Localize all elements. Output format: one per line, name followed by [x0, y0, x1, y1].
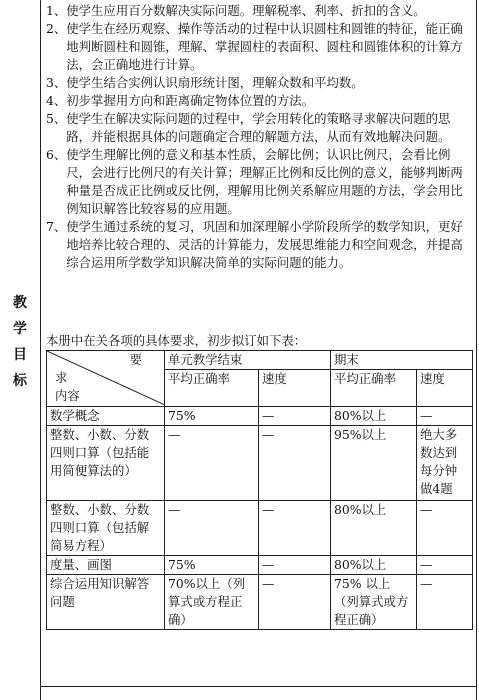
objective-item	[46, 92, 472, 110]
column-divider	[40, 0, 41, 700]
cell-final-accuracy: 95%以上	[331, 426, 417, 501]
group-header-unit: 单元教学结束	[165, 351, 331, 370]
table-row	[47, 556, 473, 575]
side-char: 学	[13, 321, 27, 337]
objective-number: 4、	[46, 93, 67, 108]
side-char: 目	[13, 347, 27, 363]
subheader-speed: 速度	[417, 370, 473, 407]
cell-unit-speed: —	[259, 556, 331, 575]
objective-item	[46, 110, 472, 146]
cell-content: 综合运用知识解答问题	[47, 575, 165, 630]
objective-item	[46, 2, 472, 20]
cell-unit-accuracy: 70%以上（列算式或方程正确）	[165, 575, 259, 630]
subheader-accuracy: 平均正确率	[165, 370, 259, 407]
requirements-table	[46, 350, 473, 630]
objective-number: 7、	[46, 219, 67, 234]
objective-text: 使学生应用百分数解决实际问题。理解税率、利率、折扣的含义。	[66, 3, 426, 18]
cell-unit-speed: —	[259, 501, 331, 556]
objective-number: 1、	[46, 3, 67, 18]
cell-unit-accuracy: 75%	[165, 556, 259, 575]
objective-item	[46, 146, 472, 218]
table-intro: 本册中在关各项的具体要求，初步拟订如下表：	[46, 333, 307, 348]
table-row	[47, 575, 473, 630]
table-row	[47, 501, 473, 556]
corner-label-mid: 求	[55, 370, 68, 385]
cell-final-speed: —	[417, 556, 473, 575]
side-char: 教	[13, 295, 27, 311]
cell-unit-speed: —	[259, 575, 331, 630]
objective-number: 2、	[46, 21, 67, 36]
cell-content: 整数、小数、分数四则口算（包括解简易方程）	[47, 501, 165, 556]
cell-unit-speed: —	[259, 407, 331, 426]
cell-final-accuracy: 80%以上	[331, 501, 417, 556]
objective-text: 使学生理解比例的意义和基本性质，会解比例；认识比例尺，会看比例尺，会进行比例尺的有关计算；理解正比例和反比例的意义，能够判断两种量是否成正比例或反比例，理解用比例关系解应用题的方法，学会用比例知识解答比较容易的应用题。	[66, 147, 463, 216]
cell-content: 数学概念	[47, 407, 165, 426]
objective-text: 使学生在解决实际问题的过程中，学会用转化的策略寻求解决问题的思路，并能根据具体的问题确定合理的解题方法，从而有效地解决问题。	[66, 111, 451, 144]
objectives-list	[46, 2, 472, 272]
cell-unit-accuracy: —	[165, 501, 259, 556]
table-row	[47, 426, 473, 501]
table-header-row	[47, 351, 473, 370]
table-row	[47, 407, 473, 426]
objective-text: 使学生通过系统的复习，巩固和加深理解小学阶段所学的数学知识，更好地培养比较合理的、灵活的计算能力，发展思维能力和空间观念，并提高综合运用所学数学知识解决简单的实际问题的能力。	[66, 219, 463, 270]
objective-item	[46, 74, 472, 92]
right-border	[476, 0, 477, 700]
cell-unit-accuracy: 75%	[165, 407, 259, 426]
group-header-final: 期末	[331, 351, 473, 370]
cell-final-speed: —	[417, 407, 473, 426]
objective-number: 3、	[46, 75, 67, 90]
objective-text: 初步掌握用方向和距离确定物体位置的方法。	[66, 93, 315, 108]
corner-label-top: 要	[129, 352, 142, 367]
cell-final-speed: —	[417, 575, 473, 630]
cell-content: 度量、画图	[47, 556, 165, 575]
subheader-accuracy: 平均正确率	[331, 370, 417, 407]
objective-text: 使学生结合实例认识扇形统计图，理解众数和平均数。	[66, 75, 364, 90]
cell-final-accuracy: 80%以上	[331, 407, 417, 426]
corner-header-cell	[47, 351, 165, 407]
side-char: 标	[13, 373, 27, 389]
cell-final-speed: —	[417, 501, 473, 556]
cell-unit-speed: —	[259, 426, 331, 501]
cell-final-accuracy: 80%以上	[331, 556, 417, 575]
subheader-speed: 速度	[259, 370, 331, 407]
objective-text: 使学生在经历观察、操作等活动的过程中认识圆柱和圆锥的特征，能正确地判断圆柱和圆锥，理解、掌握圆柱的表面积、圆柱和圆锥体积的计算方法，会正确地进行计算。	[66, 21, 463, 72]
objective-number: 6、	[46, 147, 67, 162]
side-label-teaching-objectives	[0, 290, 40, 394]
corner-label-bottom: 内容	[55, 388, 80, 403]
cell-content: 整数、小数、分数四则口算（包括能用简便算法的）	[47, 426, 165, 501]
cell-final-accuracy: 75% 以上（列算式或方程正确）	[331, 575, 417, 630]
bottom-rule	[40, 686, 477, 687]
objective-number: 5、	[46, 111, 67, 126]
objective-item	[46, 218, 472, 272]
cell-unit-accuracy: —	[165, 426, 259, 501]
objective-item	[46, 20, 472, 74]
cell-final-speed: 绝大多数达到每分钟做4题	[417, 426, 473, 501]
